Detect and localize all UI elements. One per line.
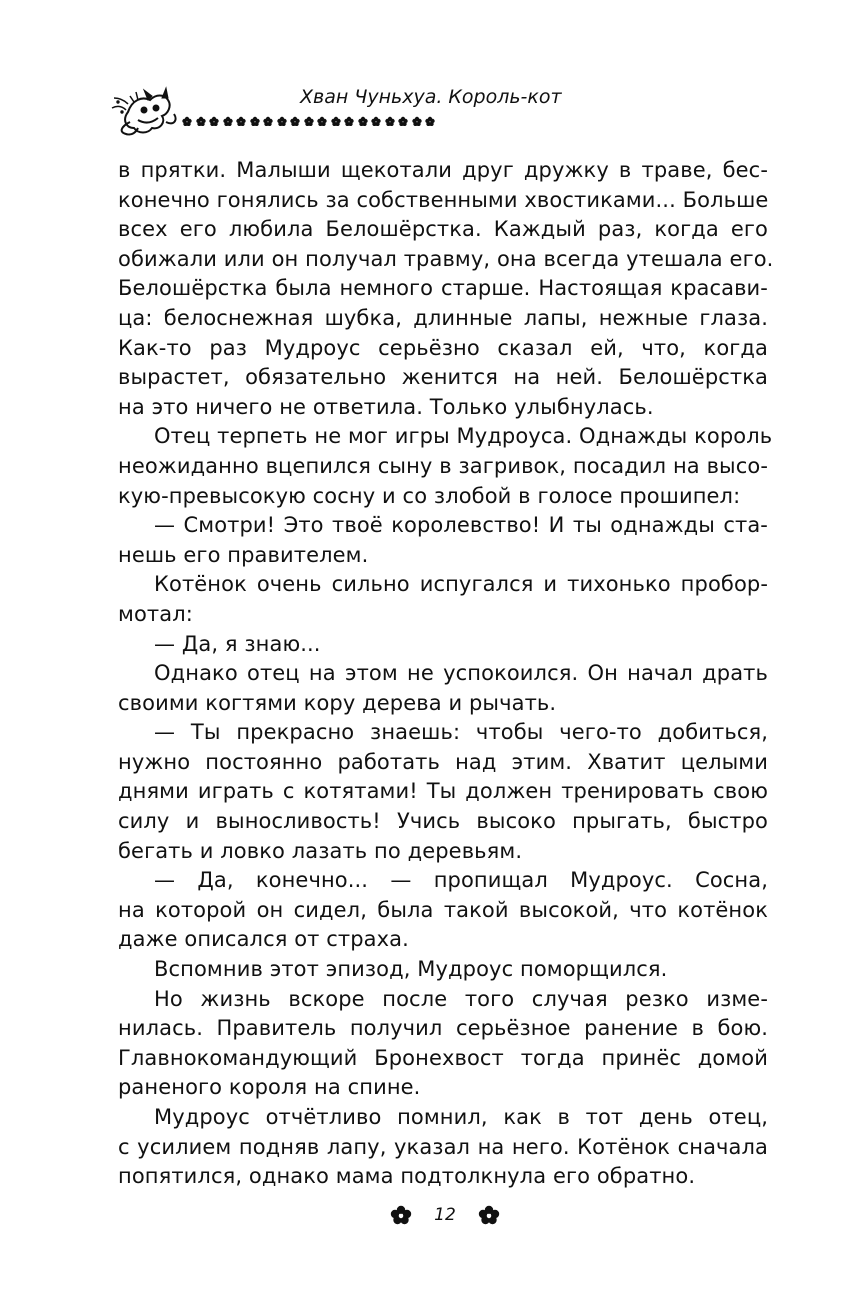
paw-dot-icon: [182, 116, 192, 126]
paw-dot-icon: [223, 116, 233, 126]
text-line: Но жизнь вскоре после того случая резко изме-: [154, 986, 768, 1011]
paw-dot-icon: [412, 116, 422, 126]
text-line: в прятки. Малыши щекотали друг дружку в траве, бес-: [118, 158, 768, 182]
paw-dot-icon: [425, 116, 435, 126]
text-line: Мудроус отчётливо помнил, как в тот день отец,: [154, 1105, 768, 1129]
text-line: Вспомнив этот эпизод, Мудроус поморщился.: [154, 957, 668, 982]
paw-dot-icon: [331, 116, 341, 126]
text-line: раненого короля на спине.: [118, 1075, 421, 1100]
text-line: неожиданно вцепился сыну в загривок, посадил на высо-: [118, 453, 768, 478]
text-line: попятился, однако мама подтолкнула его обратно.: [118, 1164, 696, 1189]
text-line: Белошёрстка была немного старше. Настоящая красави-: [118, 276, 768, 301]
text-line: Главнокомандующий Бронехвост тогда принёс домой: [118, 1045, 768, 1070]
paw-dots-divider: [182, 116, 435, 134]
text-line: своими когтями кору дерева и рычать.: [118, 690, 557, 715]
paw-dot-icon: [250, 116, 260, 126]
paw-dot-icon: [236, 116, 246, 126]
text-line: на это ничего не ответила. Только улыбнулась.: [118, 394, 654, 419]
text-line: бегать и ловко лазать по деревьям.: [118, 838, 523, 863]
paw-dot-icon: [358, 116, 368, 126]
text-line: всех его любила Белошёрстка. Каждый раз, когда его: [118, 217, 768, 242]
paw-dot-icon: [290, 116, 300, 126]
text-line: нешь его правителем.: [118, 542, 369, 567]
text-line: — Смотри! Это твоё королевство! И ты однажды ста-: [154, 513, 768, 538]
paw-dot-icon: [263, 116, 273, 126]
page-number: 12: [434, 1205, 456, 1225]
text-line: Отец терпеть не мог игры Мудроуса. Однажды король: [154, 424, 773, 449]
cat-emblem-icon: [108, 82, 182, 138]
paw-dot-icon: [398, 116, 408, 126]
flower-ornament-icon: [478, 1205, 500, 1225]
text-line: даже описался от страха.: [118, 927, 409, 952]
text-line: — Ты прекрасно знаешь: чтобы чего-то добиться,: [154, 720, 768, 745]
text-line: вырастет, обязательно женится на ней. Белошёрстка: [118, 365, 768, 390]
page-body: [118, 156, 774, 1192]
text-line: ца: белоснежная шубка, длинные лапы, нежные глаза.: [118, 305, 768, 330]
page-footer: [390, 1200, 500, 1230]
text-line: силу и выносливость! Учись высоко прыгать, быстро: [118, 809, 768, 834]
running-header-title: Хван Чуньхуа. Король-кот: [300, 86, 562, 108]
text-line: кую-превысокую сосну и со злобой в голосе прошипел:: [118, 483, 741, 508]
text-line: Котёнок очень сильно испугался и тихонько пробор-: [154, 572, 768, 597]
flower-ornament-icon: [390, 1205, 412, 1225]
paw-dot-icon: [385, 116, 395, 126]
paw-dot-icon: [304, 116, 314, 126]
text-line: обижали или он получал травму, она всегда утешала его.: [118, 246, 774, 271]
paw-dot-icon: [209, 116, 219, 126]
text-line: конечно гонялись за собственными хвостиками... Больше: [118, 187, 769, 212]
text-line: мотал:: [118, 601, 193, 626]
paw-dot-icon: [317, 116, 327, 126]
text-line: Как-то раз Мудроус серьёзно сказал ей, что, когда: [118, 335, 768, 360]
paw-dot-icon: [344, 116, 354, 126]
text-line: — Да, я знаю...: [154, 631, 321, 656]
text-line: — Да, конечно... — пропищал Мудроус. Сосна,: [154, 868, 768, 893]
text-line: с усилием подняв лапу, указал на него. Котёнок сначала: [118, 1134, 768, 1159]
paw-dot-icon: [277, 116, 287, 126]
text-line: нужно постоянно работать над этим. Хватит целыми: [118, 749, 768, 774]
paw-dot-icon: [371, 116, 381, 126]
paw-dot-icon: [196, 116, 206, 126]
text-line: Однако отец на этом не успокоился. Он начал драть: [154, 661, 768, 686]
text-line: днями играть с котятами! Ты должен тренировать свою: [118, 779, 768, 804]
text-line: нилась. Правитель получил серьёзное ранение в бою.: [118, 1016, 768, 1041]
text-line: на которой он сидел, была такой высокой, что котёнок: [118, 897, 768, 922]
